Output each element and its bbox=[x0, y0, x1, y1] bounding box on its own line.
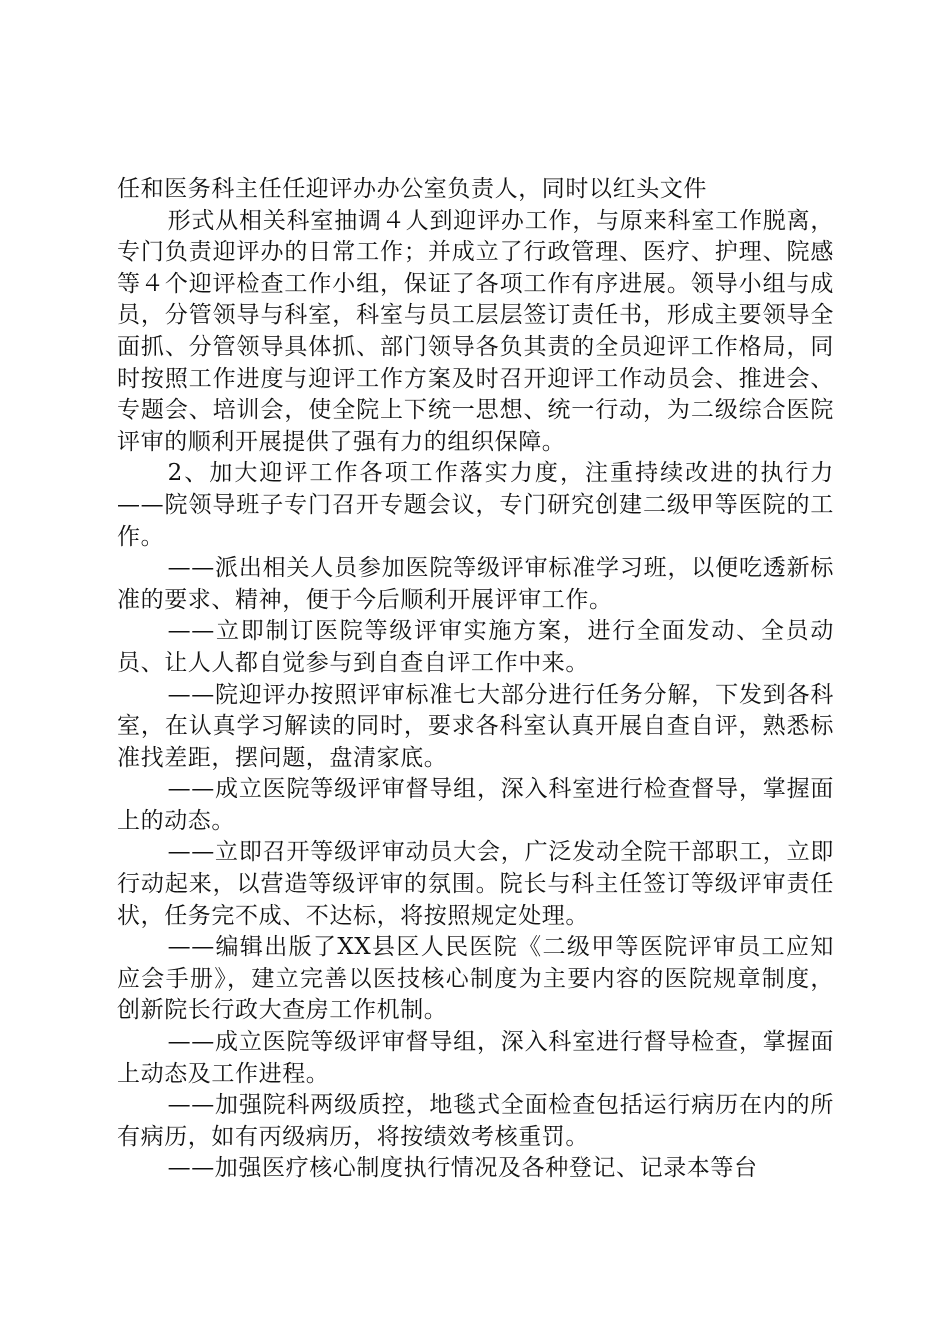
paragraph-1: 任和医务科主任任迎评办办公室负责人，同时以红头文件 bbox=[117, 176, 707, 202]
paragraph-3: 2、加大迎评工作各项工作落实力度，注重持续改进的执行力——院领导班子专门召开专题会议，专门研究创建二级甲等医院的工作。 bbox=[117, 460, 834, 550]
paragraph-12: ——加强医疗核心制度执行情况及各种登记、记录本等台 bbox=[167, 1155, 758, 1182]
paragraph-5: ——立即制订医院等级评审实施方案，进行全面发动、全员动员、让人人都自觉参与到自查自评工作中来。 bbox=[117, 618, 834, 676]
paragraph-9: ——编辑出版了XX县区人民医院《二级甲等医院评审员工应知应会手册》，建立完善以医技核心制度为主要内容的医院规章制度，创新院长行政大查房工作机制。 bbox=[117, 934, 834, 1024]
paragraph-10: ——成立医院等级评审督导组，深入科室进行督导检查，掌握面上动态及工作进程。 bbox=[117, 1029, 834, 1087]
paragraph-2: 形式从相关科室抽调４人到迎评办工作，与原来科室工作脱离，专门负责迎评办的日常工作；并成立了行政管理、医疗、护理、院感等４个迎评检查工作小组，保证了各项工作有序进展。领导小组与成员，分管领导与科室，科室与员工层层签订责任书，形成主要领导全面抓、分管领导具体抓、部门领导各负其责的全员迎评工作格局，同时按照工作进度与迎评工作方案及时召开迎评工作动员会、推进会、专题会、培训会，使全院上下统一思想、统一行动，为二级综合医院评审的顺利开展提供了强有力的组织保障。 bbox=[117, 207, 834, 455]
paragraph-4: ——派出相关人员参加医院等级评审标准学习班，以便吃透新标准的要求、精神，便于今后顺利开展评审工作。 bbox=[117, 555, 834, 613]
paragraph-7: ——成立医院等级评审督导组，深入科室进行检查督导，掌握面上的动态。 bbox=[117, 776, 834, 834]
document-body bbox=[117, 174, 834, 1185]
paragraph-6: ——院迎评办按照评审标准七大部分进行任务分解，下发到各科室，在认真学习解读的同时，要求各科室认真开展自查自评，熟悉标准找差距，摆问题，盘清家底。 bbox=[117, 681, 834, 771]
paragraph-11: ——加强院科两级质控，地毯式全面检查包括运行病历在内的所有病历，如有丙级病历，将按绩效考核重罚。 bbox=[117, 1092, 834, 1150]
paragraph-8: ——立即召开等级评审动员大会，广泛发动全院干部职工，立即行动起来，以营造等级评审的氛围。院长与科主任签订等级评审责任状，任务完不成、不达标，将按照规定处理。 bbox=[117, 839, 834, 929]
